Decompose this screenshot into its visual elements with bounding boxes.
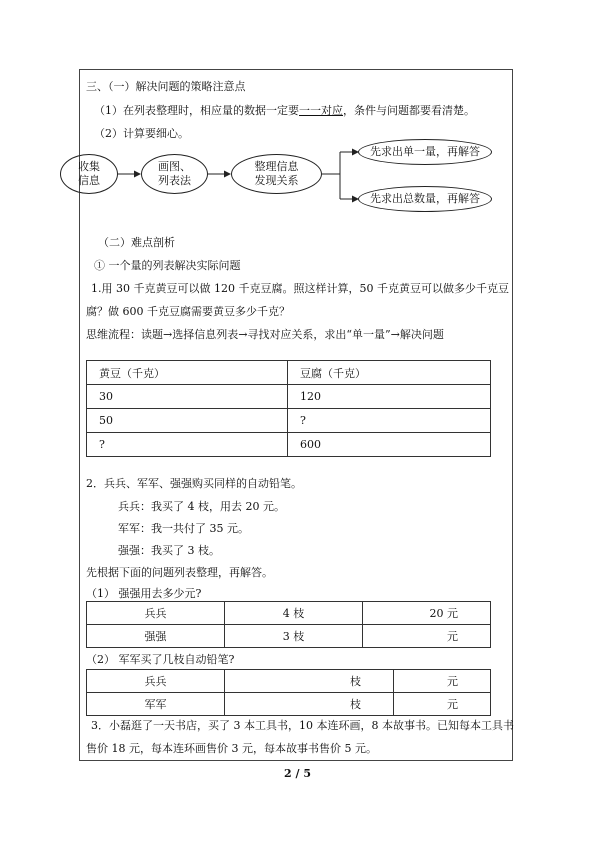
table-cell: 20 元 xyxy=(363,602,491,625)
table-cell: 兵兵 xyxy=(87,602,225,625)
table-row xyxy=(87,409,491,433)
table-cell: 120 xyxy=(288,385,491,409)
table-cell: 枝 xyxy=(225,693,394,716)
table-cell: 3 枝 xyxy=(225,625,363,648)
table-cell: 兵兵 xyxy=(87,670,225,693)
table-row xyxy=(87,602,491,625)
table-cell: ? xyxy=(288,409,491,433)
table-cell: 枝 xyxy=(225,670,394,693)
flow-out-total: 先求出总数量，再解答 xyxy=(358,186,492,212)
dialogue-qiangqiang: 强强：我买了 3 枝。 xyxy=(118,544,220,557)
dialogue-junjun: 军军：我一共付了 35 元。 xyxy=(118,522,249,535)
section-title: 三、（一）解决问题的策略注意点 xyxy=(86,80,246,93)
flow-node-draw: 画图、 列表法 xyxy=(141,154,208,194)
table-row xyxy=(87,625,491,648)
table-row xyxy=(87,693,491,716)
table-cell: 强强 xyxy=(87,625,225,648)
table-q1 xyxy=(86,601,491,648)
table-cell: 元 xyxy=(394,670,491,693)
note-1-post: ，条件与问题都要看清楚。 xyxy=(343,104,475,117)
thinking-process: 思维流程：读题→选择信息列表→寻找对应关系，求出“单一量”→解决问题 xyxy=(86,328,444,341)
table-soy xyxy=(86,360,491,457)
problem-2-instruction: 先根据下面的问题列表整理，再解答。 xyxy=(86,566,273,579)
table-row xyxy=(87,361,491,385)
table-cell: 4 枝 xyxy=(225,602,363,625)
problem-2-intro: 2．兵兵、军军、强强购买同样的自动铅笔。 xyxy=(86,477,302,490)
question-2: （2） 军军买了几枝自动铅笔? xyxy=(86,653,235,666)
flow-node-collect: 收集 信息 xyxy=(60,154,118,194)
table-cell: 军军 xyxy=(87,693,225,716)
problem-1-line-2: 腐？做 600 千克豆腐需要黄豆多少千克？ xyxy=(86,305,290,318)
table-cell: 50 xyxy=(87,409,288,433)
dialogue-bingbing: 兵兵：我买了 4 枝，用去 20 元。 xyxy=(118,500,285,513)
note-1-pre: （1）在列表整理时，相应量的数据一定要 xyxy=(94,104,299,117)
table-cell: 元 xyxy=(394,693,491,716)
table-cell: ? xyxy=(87,433,288,457)
problem-type: ① 一个量的列表解决实际问题 xyxy=(94,259,241,272)
note-1-underline: 一一对应 xyxy=(299,104,343,117)
problem-1-line-1: 1.用 30 千克黄豆可以做 120 千克豆腐。照这样计算，50 千克黄豆可以做多少千克豆 xyxy=(91,282,509,295)
flow-out-unit: 先求出单一量，再解答 xyxy=(358,139,492,165)
question-1: （1） 强强用去多少元? xyxy=(86,587,202,600)
sub-title: （二）难点剖析 xyxy=(98,236,175,249)
problem-3-line-1: 3．小磊逛了一天书店，买了 3 本工具书，10 本连环画，8 本故事书。已知每本工具书 xyxy=(91,719,514,732)
page-number: 2 / 5 xyxy=(284,767,311,780)
header-tofu: 豆腐（千克） xyxy=(288,361,491,385)
note-2: （2）计算要细心。 xyxy=(94,127,189,140)
table-cell: 600 xyxy=(288,433,491,457)
problem-3-line-2: 售价 18 元，每本连环画售价 3 元，每本故事书售价 5 元。 xyxy=(86,742,377,755)
table-q2 xyxy=(86,669,491,716)
table-cell: 元 xyxy=(363,625,491,648)
table-cell: 30 xyxy=(87,385,288,409)
flow-node-organize: 整理信息 发现关系 xyxy=(231,154,322,194)
header-soybean: 黄豆（千克） xyxy=(87,361,288,385)
table-row xyxy=(87,433,491,457)
table-row xyxy=(87,385,491,409)
table-row xyxy=(87,670,491,693)
